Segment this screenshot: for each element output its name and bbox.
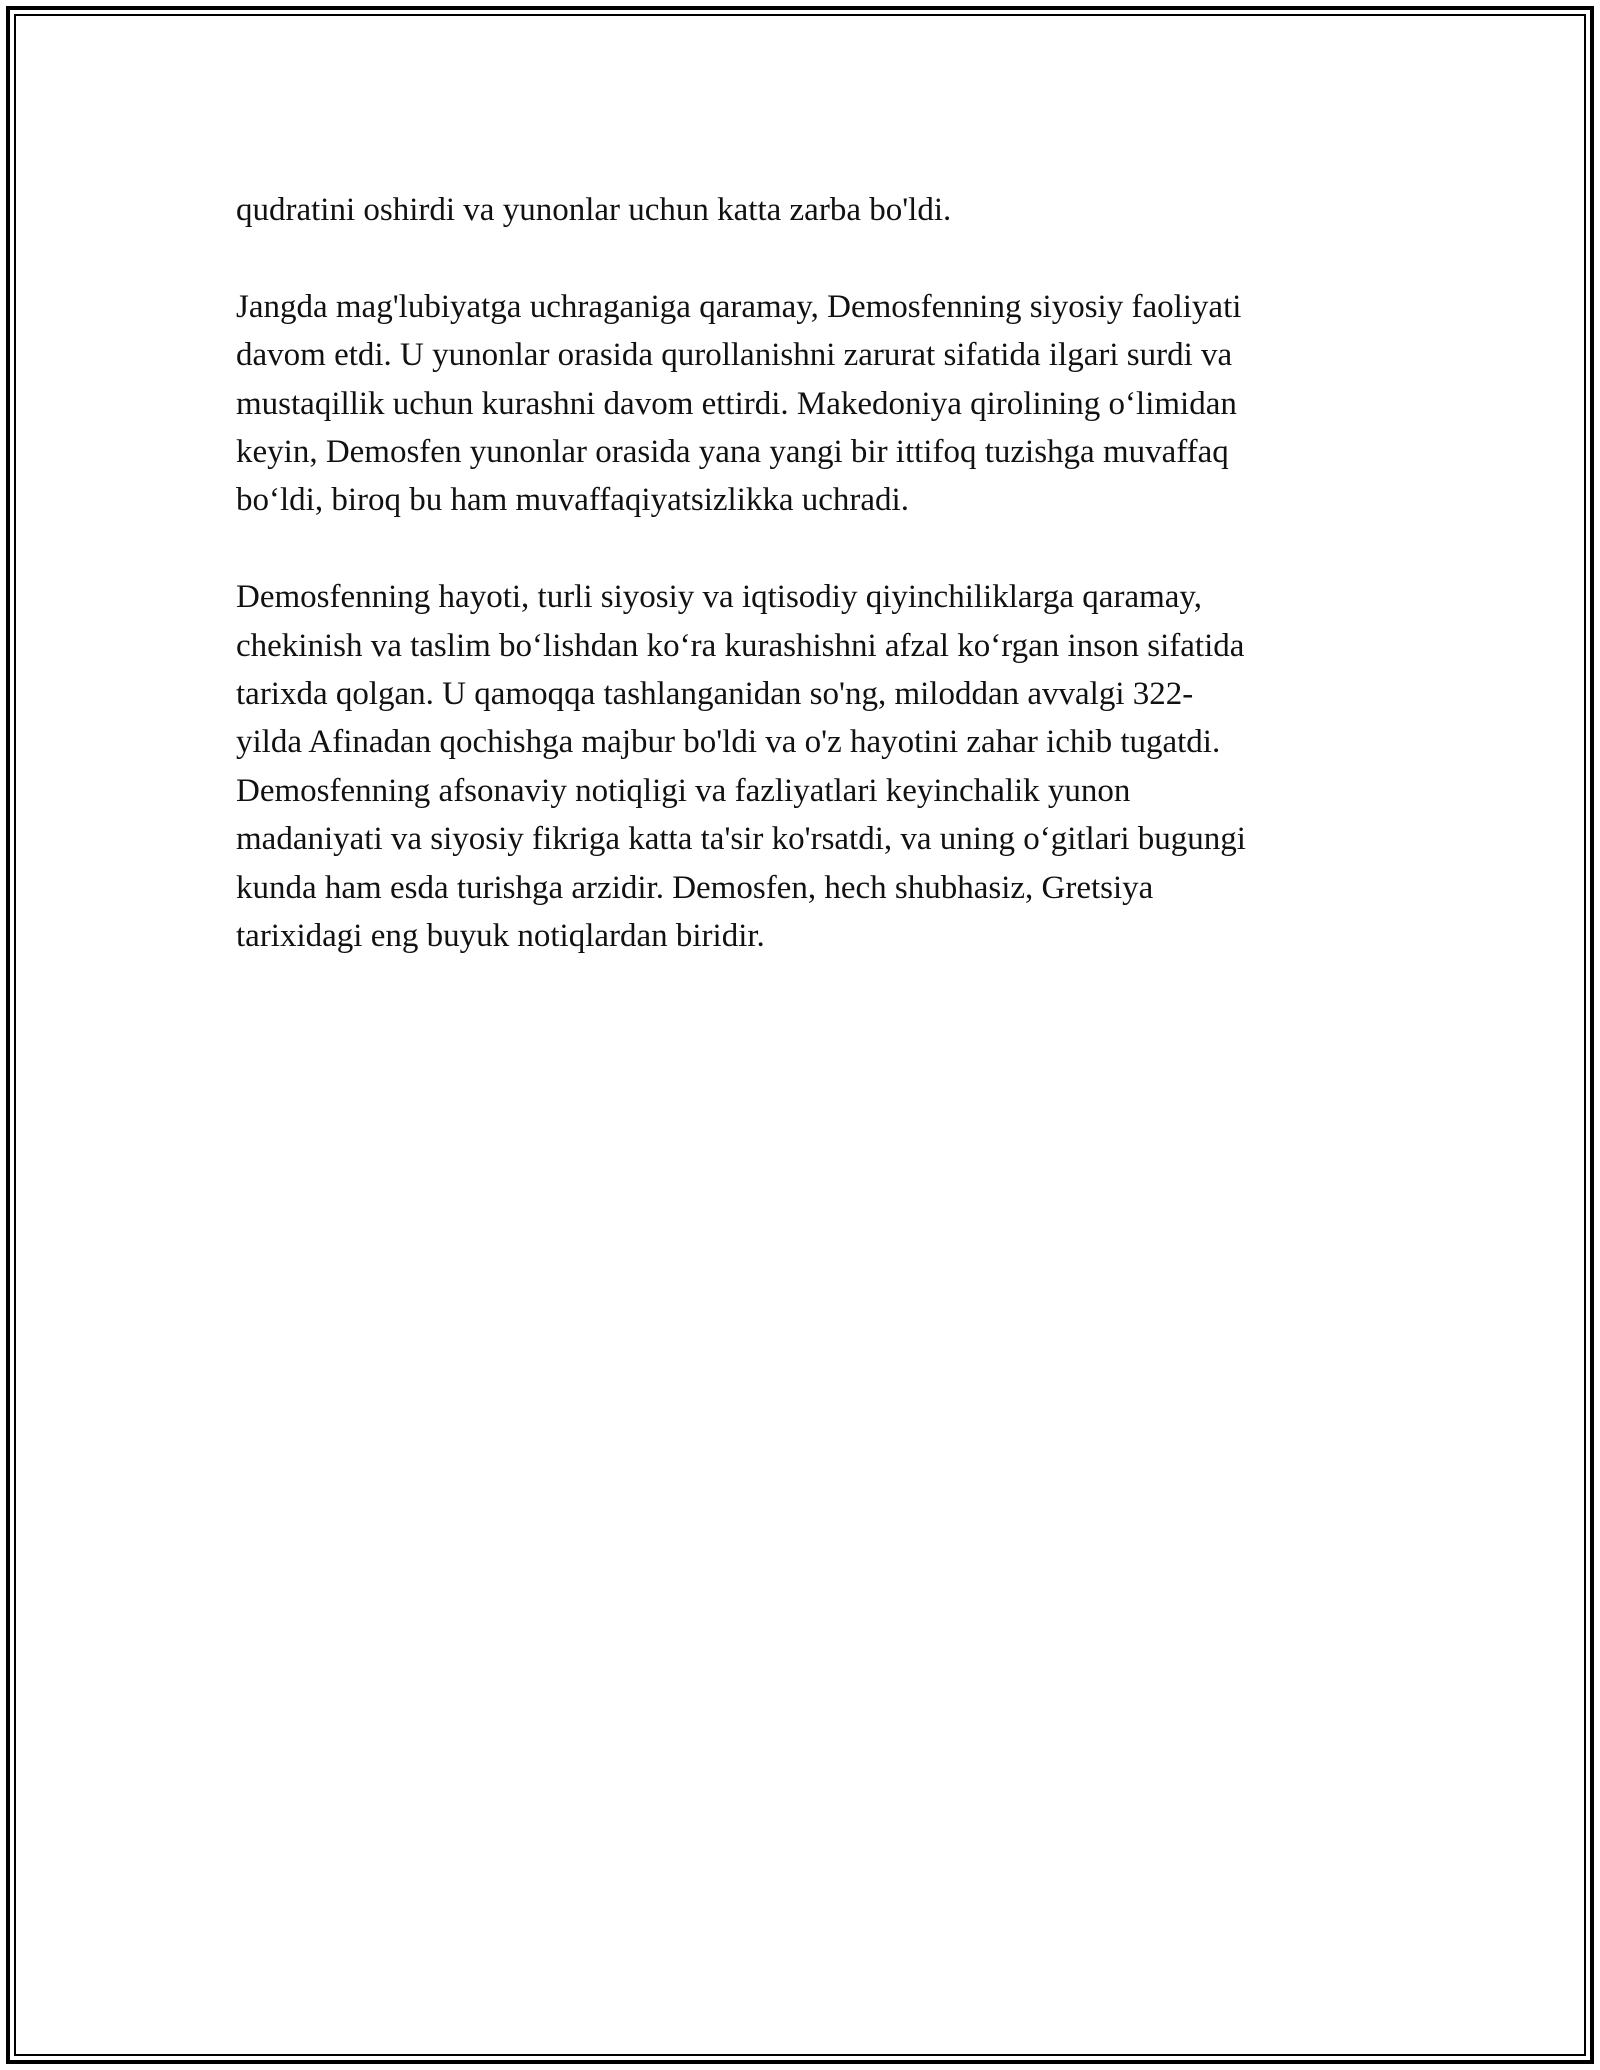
text-line: Demosfenning afsonaviy notiqligi va fazliyatlari keyinchalik yunon [236,772,1131,809]
paragraph-2 [236,283,1364,525]
text-line: qudratini oshirdi va yunonlar uchun katta zarba bo'ldi. [236,192,952,228]
text-line: Jangda mag'lubiyatga uchraganiga qaramay, Demosfenning siyosiy faoliyati [236,288,1242,325]
text-line: mustaqillik uchun kurashni davom ettirdi. Makedoniya qirolining o‘limidan [236,385,1237,422]
document-body [236,186,1364,1009]
text-line: chekinish va taslim bo‘lishdan ko‘ra kurashishni afzal ko‘rgan inson sifatida [236,627,1245,664]
text-line: madaniyati va siyosiy fikriga katta ta'sir ko'rsatdi, va uning o‘gitlari bugungi [236,821,1246,858]
paragraph-1 [236,186,1364,234]
text-line: yilda Afinadan qochishga majbur bo'ldi va o'z hayotini zahar ichib tugatdi. [236,724,1221,761]
text-line: kunda ham esda turishga arzidir. Demosfen, hech shubhasiz, Gretsiya [236,869,1154,906]
text-line: keyin, Demosfen yunonlar orasida yana yangi bir ittifoq tuzishga muvaffaq [236,434,1229,471]
text-line: Demosfenning hayoti, turli siyosiy va iqtisodiy qiyinchiliklarga qaramay, [236,579,1203,616]
text-line: tarixidagi eng buyuk notiqlardan biridir. [236,918,765,955]
text-line: davom etdi. U yunonlar orasida qurollanishni zarurat sifatida ilgari surdi va [236,337,1233,374]
paragraph-3 [236,573,1364,960]
text-line: bo‘ldi, biroq bu ham muvaffaqiyatsizlikka uchradi. [236,482,909,519]
text-line: tarixda qolgan. U qamoqqa tashlanganidan so'ng, miloddan avvalgi 322- [236,676,1194,713]
